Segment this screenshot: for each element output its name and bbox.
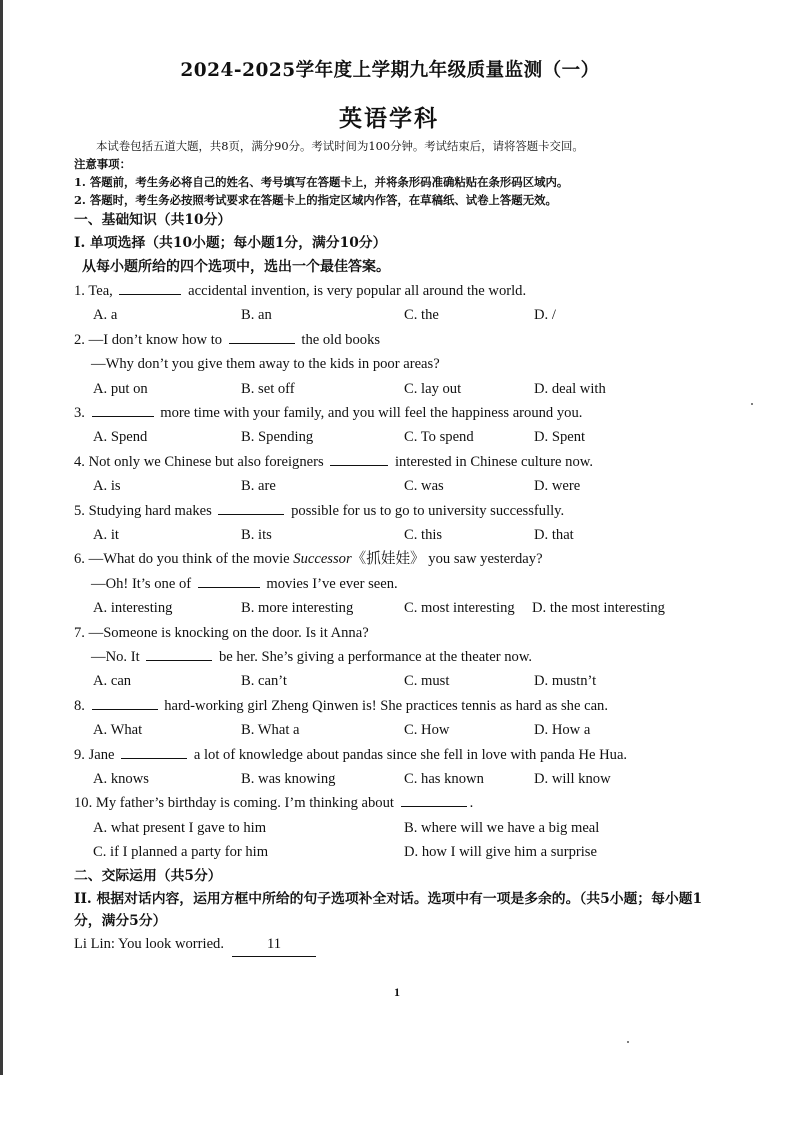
dialog-text: Li Lin: You look worried. <box>74 935 224 952</box>
question-1 <box>74 279 704 303</box>
question-text: —No. It <box>91 649 144 665</box>
question-text: 8. <box>74 697 89 714</box>
option-c[interactable]: C. must <box>404 673 450 690</box>
scan-speck <box>751 403 753 405</box>
question-text: 1. Tea, <box>74 283 117 299</box>
question-text: accidental invention, is very popular all around the world. <box>184 283 527 299</box>
question-5-options <box>74 523 704 547</box>
option-b[interactable]: B. set off <box>241 380 295 397</box>
question-text: 9. Jane <box>74 746 119 763</box>
answer-blank[interactable] <box>218 500 284 515</box>
exam-title: 2024-2025学年度上学期九年级质量监测（一） <box>180 60 600 81</box>
option-d[interactable]: D. how I will give him a surprise <box>404 844 597 861</box>
answer-blank[interactable] <box>401 792 467 807</box>
question-7-line-2 <box>74 645 704 669</box>
exam-page <box>74 56 704 957</box>
question-6-options <box>74 596 704 620</box>
question-9 <box>74 743 704 767</box>
answer-blank[interactable] <box>229 329 295 344</box>
option-d[interactable]: D. mustn’t <box>534 673 597 690</box>
answer-blank[interactable] <box>119 280 181 295</box>
question-text: 2. —I don’t know how to <box>74 331 226 348</box>
part-1-instruction: 从每小题所给的四个选项中，选出一个最佳答案。 <box>82 259 390 275</box>
question-10-options-row-2 <box>74 840 704 864</box>
question-5 <box>74 499 704 523</box>
question-text: possible for us to go to university successfully. <box>287 502 565 519</box>
option-d[interactable]: D. deal with <box>534 380 606 397</box>
question-text: 4. Not only we Chinese but also foreigners <box>74 453 328 470</box>
option-d[interactable]: D. that <box>534 527 574 543</box>
part-2-heading: II. 根据对话内容，运用方框中所给的句子选项补全对话。选项中有一项是多余的。（共5小题；每小题1分，满分5分） <box>74 890 703 929</box>
option-b[interactable]: B. where will we have a big meal <box>404 819 600 836</box>
answer-blank[interactable] <box>198 573 260 588</box>
question-text: a lot of knowledge about pandas since she fell in love with panda He Hua. <box>190 746 628 763</box>
option-a[interactable]: A. What <box>93 722 143 739</box>
question-10 <box>74 791 704 815</box>
subject-title: 英语学科 <box>339 105 439 132</box>
option-a[interactable]: A. can <box>93 673 132 690</box>
question-2-line-2: —Why don’t you give them away to the kids in poor areas? <box>91 356 440 373</box>
question-2-options <box>74 377 704 401</box>
option-d[interactable]: D. were <box>534 478 581 495</box>
question-text: interested in Chinese culture now. <box>391 453 594 470</box>
question-3-options <box>74 425 704 449</box>
option-a[interactable]: A. is <box>93 478 121 495</box>
option-b[interactable]: B. Spending <box>241 429 314 446</box>
caution-label: 注意事项： <box>74 157 131 171</box>
page-number: 1 <box>394 985 400 999</box>
option-c[interactable]: C. has known <box>404 771 484 787</box>
option-b[interactable]: B. was knowing <box>241 771 336 787</box>
question-6-line-2 <box>74 572 704 596</box>
answer-blank[interactable] <box>92 402 154 417</box>
scan-edge <box>0 0 3 1075</box>
option-a[interactable]: A. put on <box>93 380 148 397</box>
section-2-heading: 二、交际运用（共5分） <box>74 867 222 884</box>
question-3 <box>74 401 704 425</box>
question-7-options <box>74 669 704 693</box>
option-c[interactable]: C. How <box>404 722 450 739</box>
caution-item-2: 2. 答题时，考生务必按照考试要求在答题卡上的指定区域内作答，在草稿纸、试卷上答题无效。 <box>74 193 557 207</box>
question-text: 5. Studying hard makes <box>74 502 216 519</box>
question-2 <box>74 328 704 352</box>
question-8 <box>74 694 704 718</box>
question-text: 3. <box>74 405 89 421</box>
option-d[interactable]: D. will know <box>534 771 611 787</box>
caution-item-1: 1. 答题前，考生务必将自己的姓名、考号填写在答题卡上，并将条形码准确粘贴在条形码区域内。 <box>74 175 569 189</box>
question-9-options <box>74 767 704 791</box>
option-b[interactable]: B. its <box>241 527 272 543</box>
question-4-options <box>74 474 704 498</box>
section-1-heading: 一、基础知识（共10分） <box>74 212 232 228</box>
option-c[interactable]: C. if I planned a party for him <box>93 844 269 861</box>
dialog-blank-11[interactable]: 11 <box>232 932 316 957</box>
question-6 <box>74 547 704 571</box>
option-c[interactable]: C. lay out <box>404 380 462 397</box>
option-a[interactable]: A. Spend <box>93 429 148 446</box>
question-10-options-row-1 <box>74 816 704 840</box>
option-a[interactable]: A. what present I gave to him <box>93 819 267 836</box>
question-7: 7. —Someone is knocking on the door. Is it Anna? <box>74 624 369 641</box>
exam-intro: 本试卷包括五道大题，共8页，满分90分。考试时间为100分钟。考试结束后，请将答题卡交回。 <box>96 139 584 153</box>
dialog-line-1 <box>74 932 704 957</box>
option-b[interactable]: B. can’t <box>241 673 287 690</box>
movie-title: Successor <box>293 551 352 568</box>
option-c[interactable]: C. was <box>404 478 444 495</box>
question-8-options <box>74 718 704 742</box>
scan-speck <box>627 1041 629 1043</box>
question-text: 6. —What do you think of the movie <box>74 551 294 568</box>
option-b[interactable]: B. What a <box>241 722 300 739</box>
option-a[interactable]: A. knows <box>93 771 149 787</box>
question-text: hard-working girl Zheng Qinwen is! She practices tennis as hard as she can. <box>160 697 609 714</box>
question-text: more time with your family, and you will feel the happiness around you. <box>156 405 583 421</box>
part-1-heading: I. 单项选择（共10小题；每小题1分，满分10分） <box>74 235 387 251</box>
question-4 <box>74 450 704 474</box>
option-c[interactable]: C. most interesting <box>404 600 515 617</box>
option-a[interactable]: A. a <box>93 307 118 324</box>
answer-blank[interactable] <box>92 695 158 710</box>
option-c[interactable]: C. To spend <box>404 429 474 446</box>
question-1-options <box>74 303 704 327</box>
option-d[interactable]: D. Spent <box>534 429 586 446</box>
question-text: 《抓娃娃》 you saw yesterday? <box>351 551 543 568</box>
option-d[interactable]: D. / <box>534 307 556 324</box>
question-text: the old books <box>297 331 381 348</box>
question-text: . <box>469 795 474 812</box>
question-text: 10. My father’s birthday is coming. I’m thinking about <box>74 795 398 812</box>
option-b[interactable]: B. an <box>241 307 272 324</box>
option-b[interactable]: B. more interesting <box>241 600 354 617</box>
option-c[interactable]: C. this <box>404 527 443 543</box>
answer-blank[interactable] <box>121 744 187 759</box>
option-a[interactable]: A. interesting <box>93 600 173 617</box>
question-text: —Oh! It’s one of <box>91 575 195 592</box>
option-b[interactable]: B. are <box>241 478 276 495</box>
option-c[interactable]: C. the <box>404 307 439 324</box>
option-a[interactable]: A. it <box>93 527 119 543</box>
answer-blank[interactable] <box>146 646 212 661</box>
answer-blank[interactable] <box>330 451 388 466</box>
question-text: movies I’ve ever seen. <box>262 575 398 592</box>
option-d[interactable]: D. the most interesting <box>532 600 665 617</box>
question-text: be her. She’s giving a performance at the theater now. <box>215 649 533 665</box>
option-d[interactable]: D. How a <box>534 722 591 739</box>
